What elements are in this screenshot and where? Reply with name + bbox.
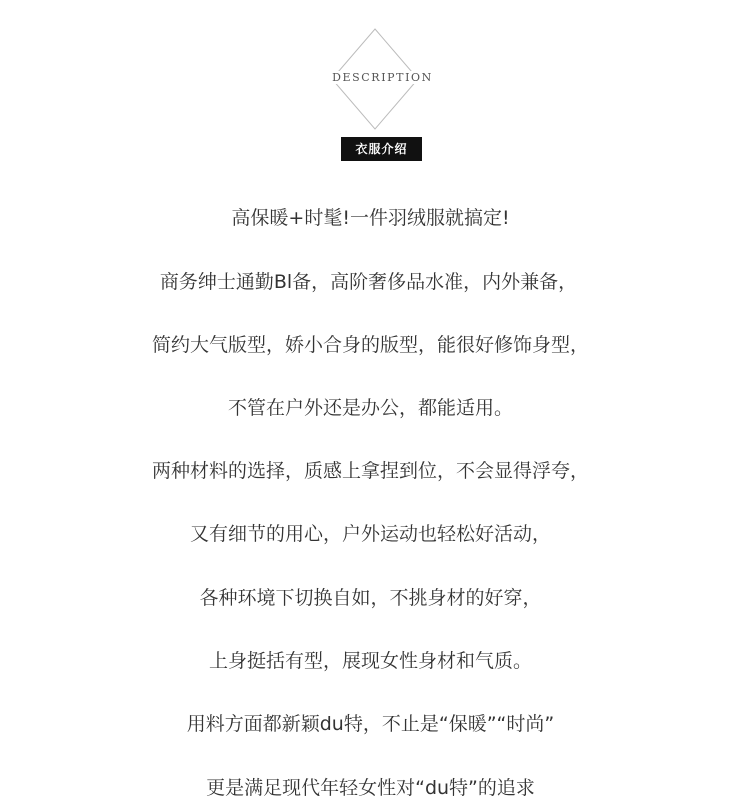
description-line: 不管在户外还是办公，都能适用。 xyxy=(227,397,513,419)
description-line: 用料方面都新颖du特，不止是“保暖”“时尚” xyxy=(186,713,555,735)
description-line: 上身挺括有型，展现女性身材和气质。 xyxy=(208,650,532,672)
section-badge: 衣服介绍 xyxy=(341,137,422,161)
description-line: 简约大气版型，娇小合身的版型，能很好修饰身型， xyxy=(151,334,589,356)
description-line: 又有细节的用心，户外运动也轻松好活动， xyxy=(189,523,551,545)
description-line: 更是满足现代年轻女性对“du特”的追求 xyxy=(206,777,535,799)
description-line: 各种环境下切换自如，不挑身材的好穿， xyxy=(199,587,542,609)
description-line: 高保暖+时髦!一件羽绒服就搞定! xyxy=(231,207,510,229)
description-line: 两种材料的选择，质感上拿捏到位，不会显得浮夸， xyxy=(151,460,589,482)
description-line: 商务绅士通勤Bl备，高阶奢侈品水准，内外兼备， xyxy=(159,271,578,293)
description-label-text: DESCRIPTION xyxy=(329,71,436,84)
